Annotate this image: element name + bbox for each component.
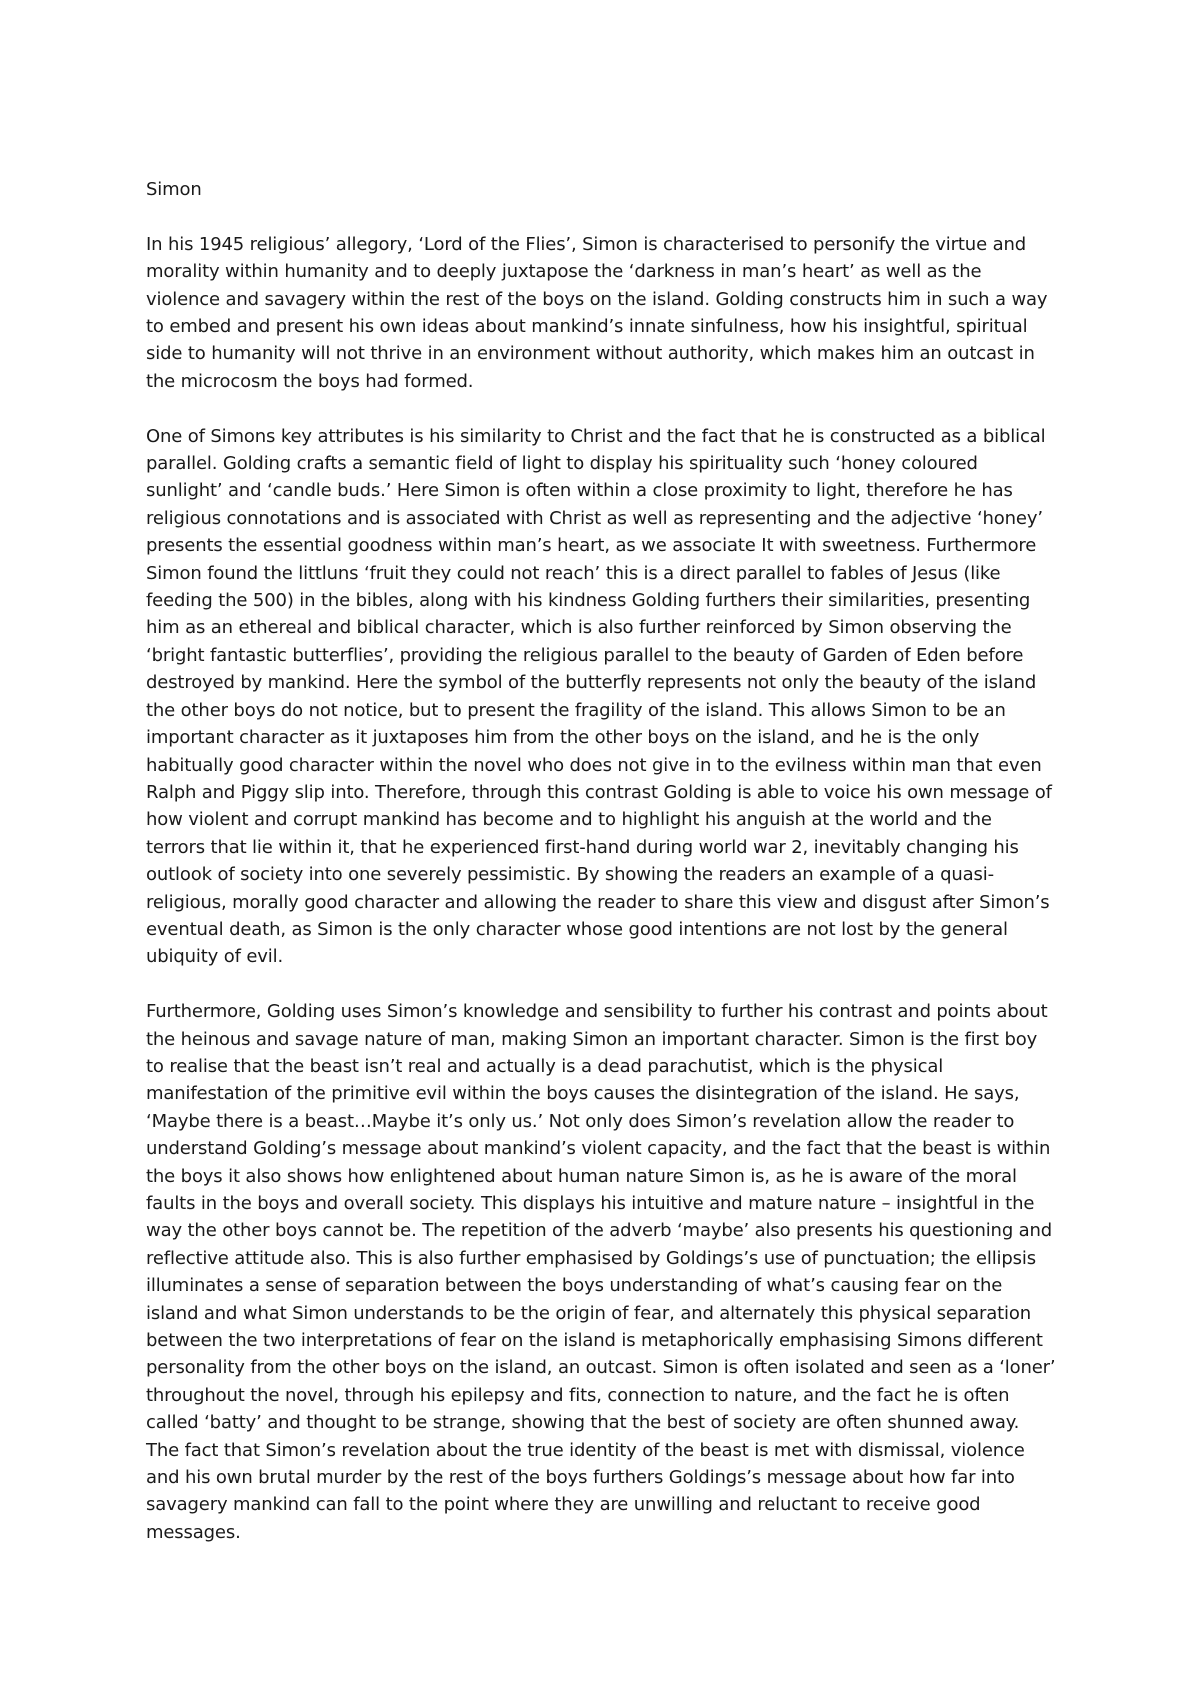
document-title: Simon	[146, 179, 202, 200]
paragraph-knowledge-sensibility: Furthermore, Golding uses Simon’s knowledge and sensibility to further his contrast and points about the heinous and savage nature of man, making Simon an important character. Simon is the first boy to realise that the beast isn’t real and actually is a dead parachutist, which is the physical manifestation of the primitive evil within the boys causes the disintegration of the island. He says, ‘Maybe there is a beast…Maybe it’s only us.’ Not only does Simon’s revelation allow the reader to understand Golding’s message about mankind’s violent capacity, and the fact that the beast is within the boys it also shows how enlightened about human nature Simon is, as he is aware of the moral faults in the boys and overall society. This displays his intuitive and mature nature – insightful in the way the other boys cannot be. The repetition of the adverb ‘maybe’ also presents his questioning and reflective attitude also. This is also further emphasised by Goldings’s use of punctuation; the ellipsis illuminates a sense of separation between the boys understanding of what’s causing fear on the island and what Simon understands to be the origin of fear, and alternately this physical separation between the two interpretations of fear on the island is metaphorically emphasising Simons different personality from the other boys on the island, an outcast. Simon is often isolated and seen as a ‘loner’ throughout the novel, through his epilepsy and fits, connection to nature, and the fact he is often called ‘batty’ and thought to be strange, showing that the best of society are often shunned away. The fact that Simon’s revelation about the true identity of the beast is met with dismissal, violence and his own brutal murder by the rest of the boys furthers Goldings’s message about how far into savagery mankind can fall to the point where they are unwilling and reluctant to receive good messages.	[146, 1001, 1056, 1543]
paragraph-christ-parallel: One of Simons key attributes is his similarity to Christ and the fact that he is constructed as a biblical parallel. Golding crafts a semantic field of light to display his spirituality such ‘honey coloured sunlight’ and ‘candle buds.’ Here Simon is often within a close proximity to light, therefore he has religious connotations and is associated with Christ as well as representing and the adjective ‘honey’ presents the essential goodness within man’s heart, as we associate It with sweetness. Furthermore Simon found the littluns ‘fruit they could not reach’ this is a direct parallel to fables of Jesus (like feeding the 500) in the bibles, along with his kindness Golding furthers their similarities, presenting him as an ethereal and biblical character, which is also further reinforced by Simon observing the ‘bright fantastic butterflies’, providing the religious parallel to the beauty of Garden of Eden before destroyed by mankind. Here the symbol of the butterfly represents not only the beauty of the island the other boys do not notice, but to present the fragility of the island. This allows Simon to be an important character as it juxtaposes him from the other boys on the island, and he is the only habitually good character within the novel who does not give in to the evilness within man that even Ralph and Piggy slip into. Therefore, through this contrast Golding is able to voice his own message of how violent and corrupt mankind has become and to highlight his anguish at the world and the terrors that lie within it, that he experienced first-hand during world war 2, inevitably changing his outlook of society into one severely pessimistic. By showing the readers an example of a quasi-religious, morally good character and allowing the reader to share this view and disgust after Simon’s eventual death, as Simon is the only character whose good intentions are not lost by the general ubiquity of evil.	[146, 425, 1052, 968]
paragraph-intro: In his 1945 religious’ allegory, ‘Lord of the Flies’, Simon is characterised to personify the virtue and morality within humanity and to deeply juxtapose the ‘darkness in man’s heart’ as well as the violence and savagery within the rest of the boys on the island. Golding constructs him in such a way to embed and present his own ideas about mankind’s innate sinfulness, how his insightful, spiritual side to humanity will not thrive in an environment without authority, which makes him an outcast in the microcosm the boys had formed.	[146, 233, 1048, 392]
document-body	[146, 176, 1056, 1574]
